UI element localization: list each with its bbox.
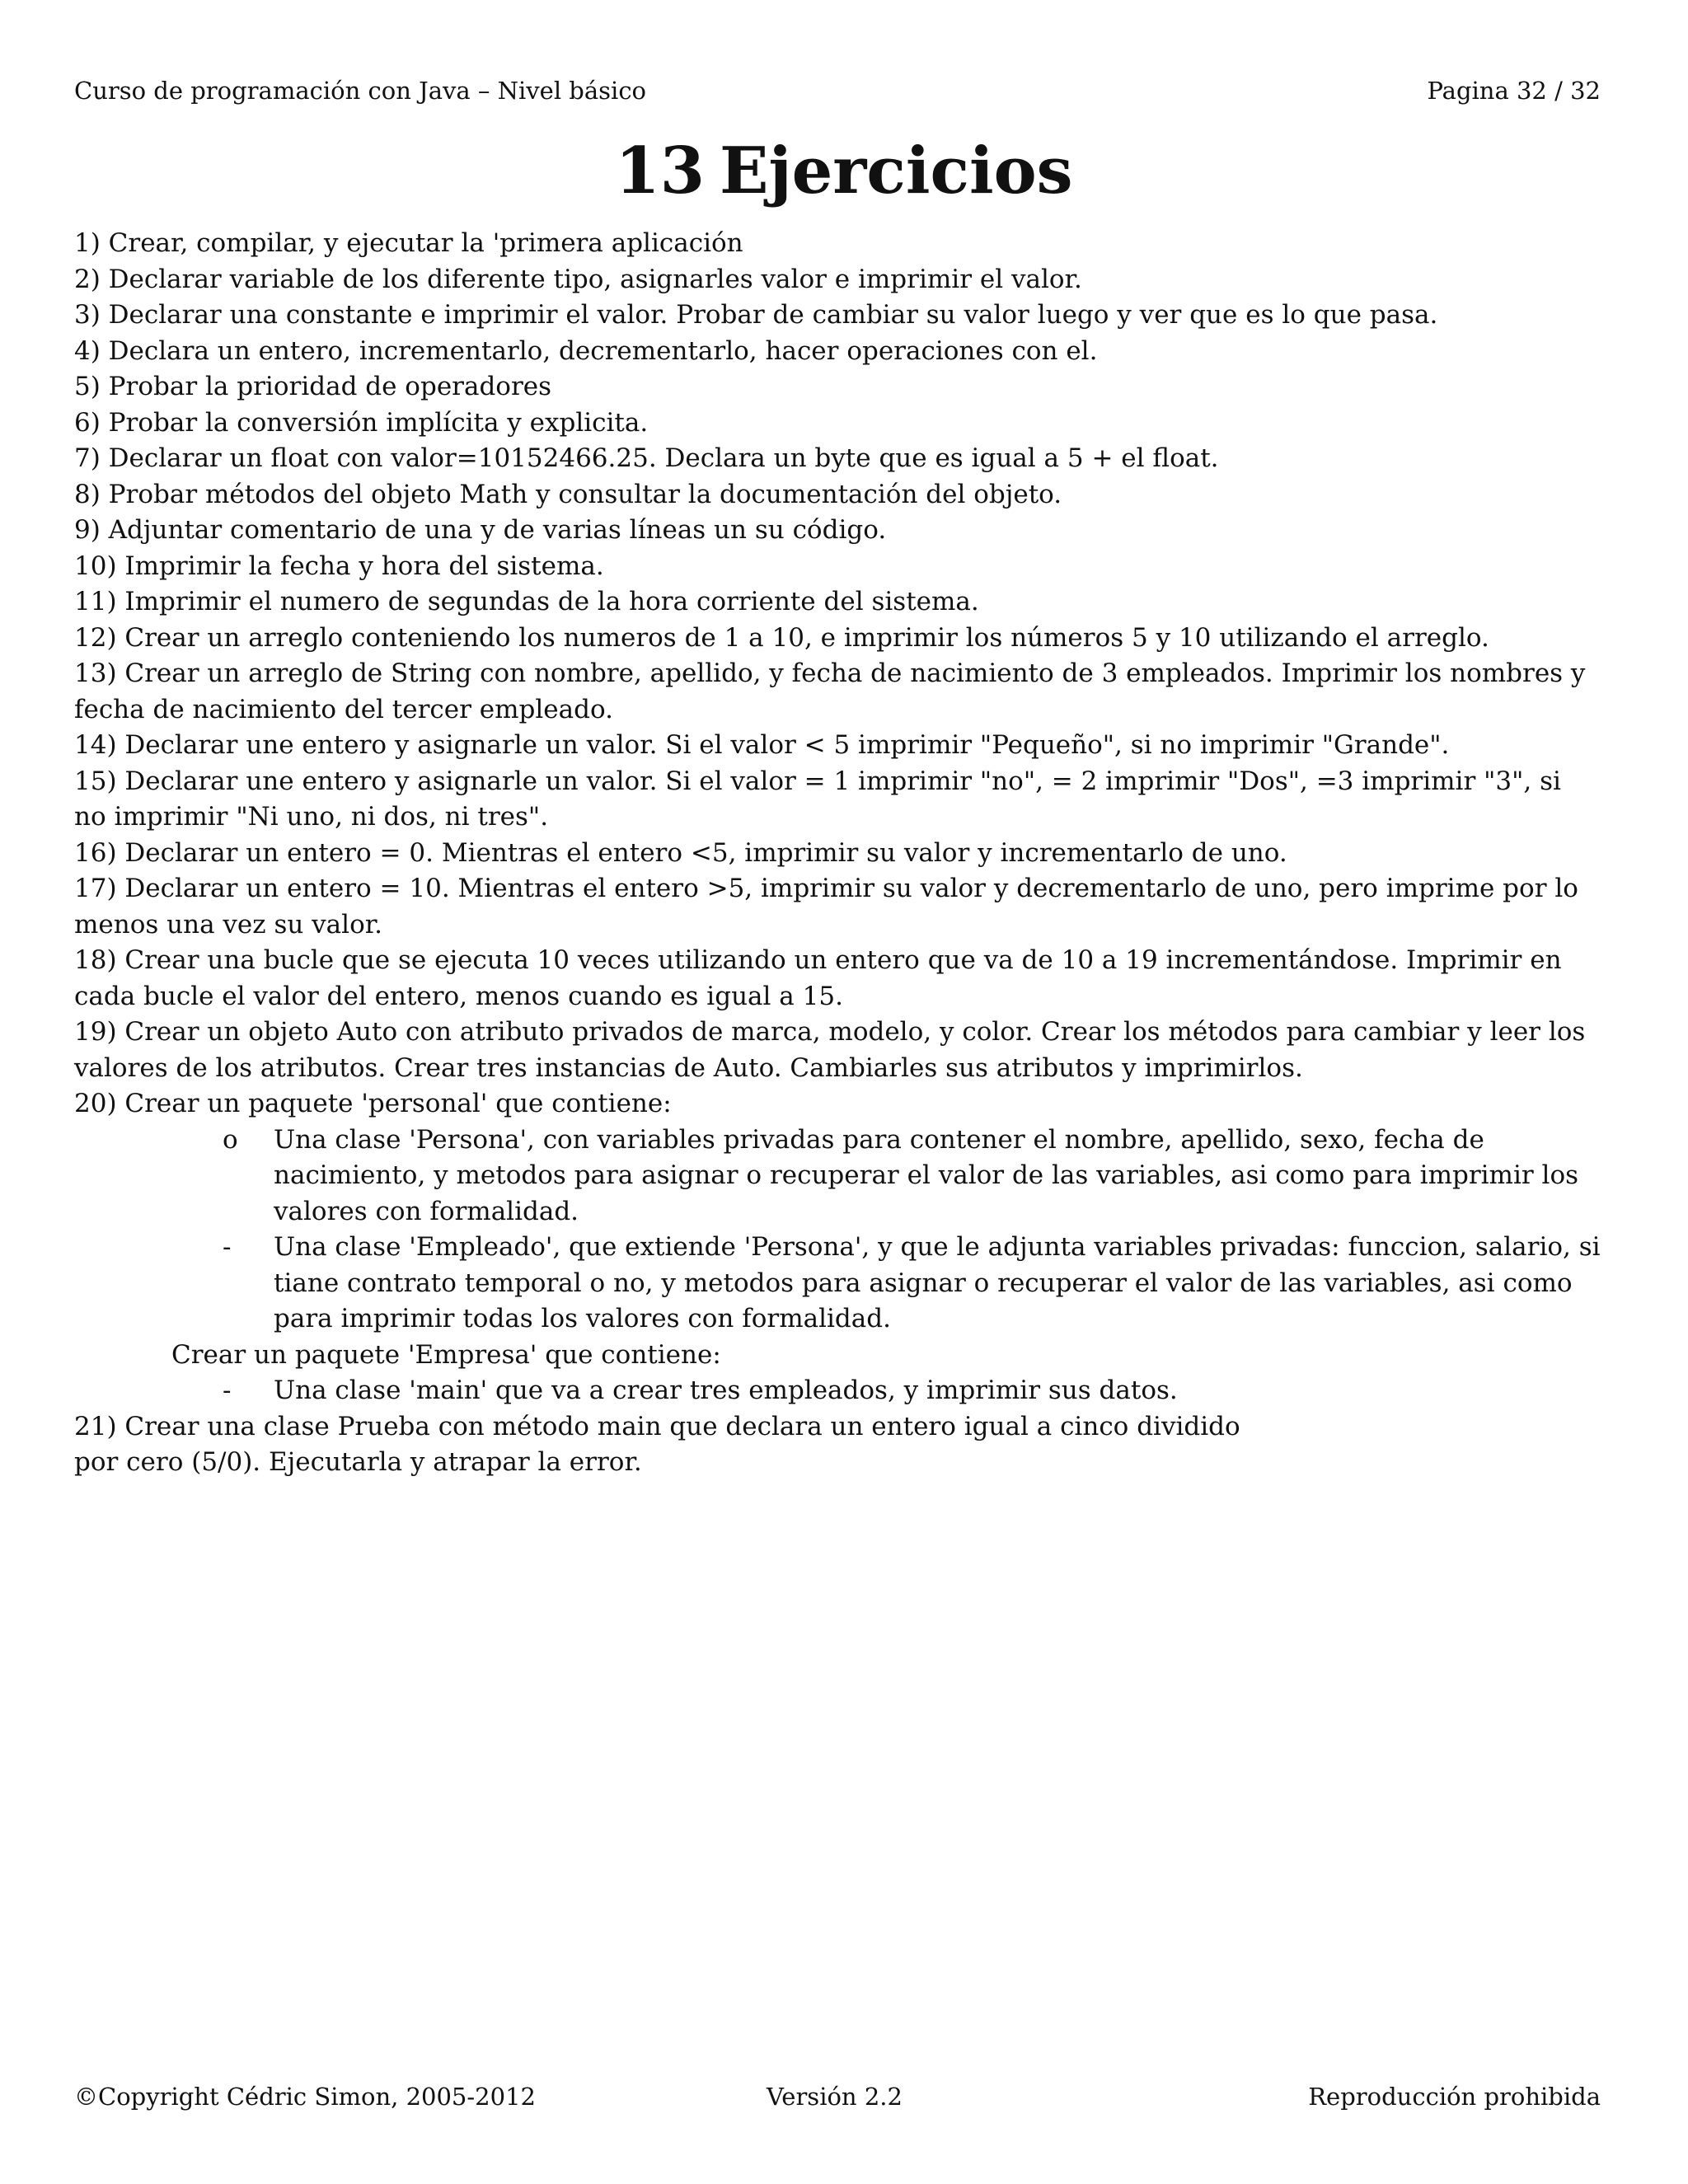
exercise-20-subitem-persona — [74, 1122, 1601, 1230]
footer-copyright: ©Copyright Cédric Simon, 2005-2012 — [74, 2083, 536, 2111]
exercise-item-1: 1) Crear, compilar, y ejecutar la 'primera aplicación — [74, 228, 743, 258]
exercise-item-4: 4) Declara un entero, incrementarlo, decrementarlo, hacer operaciones con el. — [74, 335, 1098, 366]
exercise-item-7: 7) Declarar un float con valor=10152466.25. Declara un byte que es igual a 5 + el float. — [74, 443, 1219, 473]
list-marker: o — [223, 1124, 238, 1155]
list-marker: - — [223, 1376, 232, 1405]
exercise-item-21-line-2: por cero (5/0). Ejecutarla y atrapar la error. — [74, 1447, 642, 1477]
subitem-text: Una clase 'main' que va a crear tres empleados, y imprimir sus datos. — [274, 1376, 1178, 1405]
exercise-item-11: 11) Imprimir el numero de segundas de la hora corriente del sistema. — [74, 587, 979, 616]
exercise-item-18: 18) Crear una bucle que se ejecuta 10 veces utilizando un entero que va de 10 a 19 incrementándose. Imprimir en cada bucle el valor del entero, menos cuando es igual a 15. — [74, 945, 1562, 1011]
subitem-text: Una clase 'Empleado', que extiende 'Persona', y que le adjunta variables privadas: funccion, salario, si tiane contrato temporal o no, y metodos para asignar o recuperar el valor de las variables, asi como para imprimir todas los valores con formalidad. — [274, 1232, 1601, 1333]
header-page-number: Pagina 32 / 32 — [1427, 77, 1601, 105]
header-course-title: Curso de programación con Java – Nivel básico — [74, 77, 647, 105]
exercise-item-14: 14) Declarar une entero y asignarle un valor. Si el valor < 5 imprimir "Pequeño", si no imprimir "Grande". — [74, 730, 1450, 760]
exercise-item-8: 8) Probar métodos del objeto Math y consultar la documentación del objeto. — [74, 479, 1062, 509]
exercise-item-9: 9) Adjuntar comentario de una y de varias líneas un su código. — [74, 515, 887, 545]
section-title-text: Ejercicios — [719, 134, 1073, 209]
exercise-20-empresa: Crear un paquete 'Empresa' que contiene: — [171, 1339, 721, 1370]
exercise-item-10: 10) Imprimir la fecha y hora del sistema. — [74, 551, 604, 581]
exercise-item-16: 16) Declarar un entero = 0. Mientras el entero <5, imprimir su valor y incrementarlo de uno. — [74, 837, 1287, 868]
exercise-20-subitem-main — [74, 1373, 1601, 1409]
exercise-item-21-line-1: 21) Crear una clase Prueba con método main que declara un entero igual a cinco dividido — [74, 1411, 1240, 1441]
section-title — [0, 132, 1688, 211]
exercise-item-19: 19) Crear un objeto Auto con atributo privados de marca, modelo, y color. Crear los métodos para cambiar y leer los valores de los atributos. Crear tres instancias de Auto. Cambiarles sus atributos y imprimirlos. — [74, 1017, 1586, 1083]
exercise-item-5: 5) Probar la prioridad de operadores — [74, 372, 552, 401]
list-marker: - — [223, 1232, 232, 1262]
exercise-item-6: 6) Probar la conversión implícita y explicita. — [74, 407, 649, 438]
exercise-list — [74, 226, 1601, 1481]
exercise-item-2: 2) Declarar variable de los diferente tipo, asignarles valor e imprimir el valor. — [74, 264, 1082, 294]
section-number: 13 — [615, 134, 705, 209]
exercise-item-3: 3) Declarar una constante e imprimir el valor. Probar de cambiar su valor luego y ver que es lo que pasa. — [74, 300, 1438, 330]
exercise-item-17: 17) Declarar un entero = 10. Mientras el entero >5, imprimir su valor y decrementarlo de uno, pero imprime por lo menos una vez su valor. — [74, 874, 1578, 940]
exercise-item-15: 15) Declarar une entero y asignarle un valor. Si el valor = 1 imprimir "no", = 2 imprimir "Dos", =3 imprimir "3", si no imprimir "Ni uno, ni dos, ni tres". — [74, 766, 1561, 832]
exercise-item-20: 20) Crear un paquete 'personal' que contiene: — [74, 1089, 672, 1118]
exercise-item-12: 12) Crear un arreglo conteniendo los numeros de 1 a 10, e imprimir los números 5 y 10 utilizando el arreglo. — [74, 622, 1489, 653]
footer-notice: Reproducción prohibida — [1308, 2083, 1601, 2111]
footer-version: Versión 2.2 — [767, 2083, 903, 2111]
exercise-20-subitem-empleado — [74, 1230, 1601, 1338]
exercise-item-13: 13) Crear un arreglo de String con nombre, apellido, y fecha de nacimiento de 3 empleados. Imprimir los nombres y fecha de nacimiento del tercer empleado. — [74, 658, 1586, 724]
page-header — [74, 76, 1601, 105]
subitem-text: Una clase 'Persona', con variables privadas para contener el nombre, apellido, sexo, fecha de nacimiento, y metodos para asignar o recuperar el valor de las variables, asi como para imprimir los valores con formalidad. — [274, 1124, 1579, 1226]
